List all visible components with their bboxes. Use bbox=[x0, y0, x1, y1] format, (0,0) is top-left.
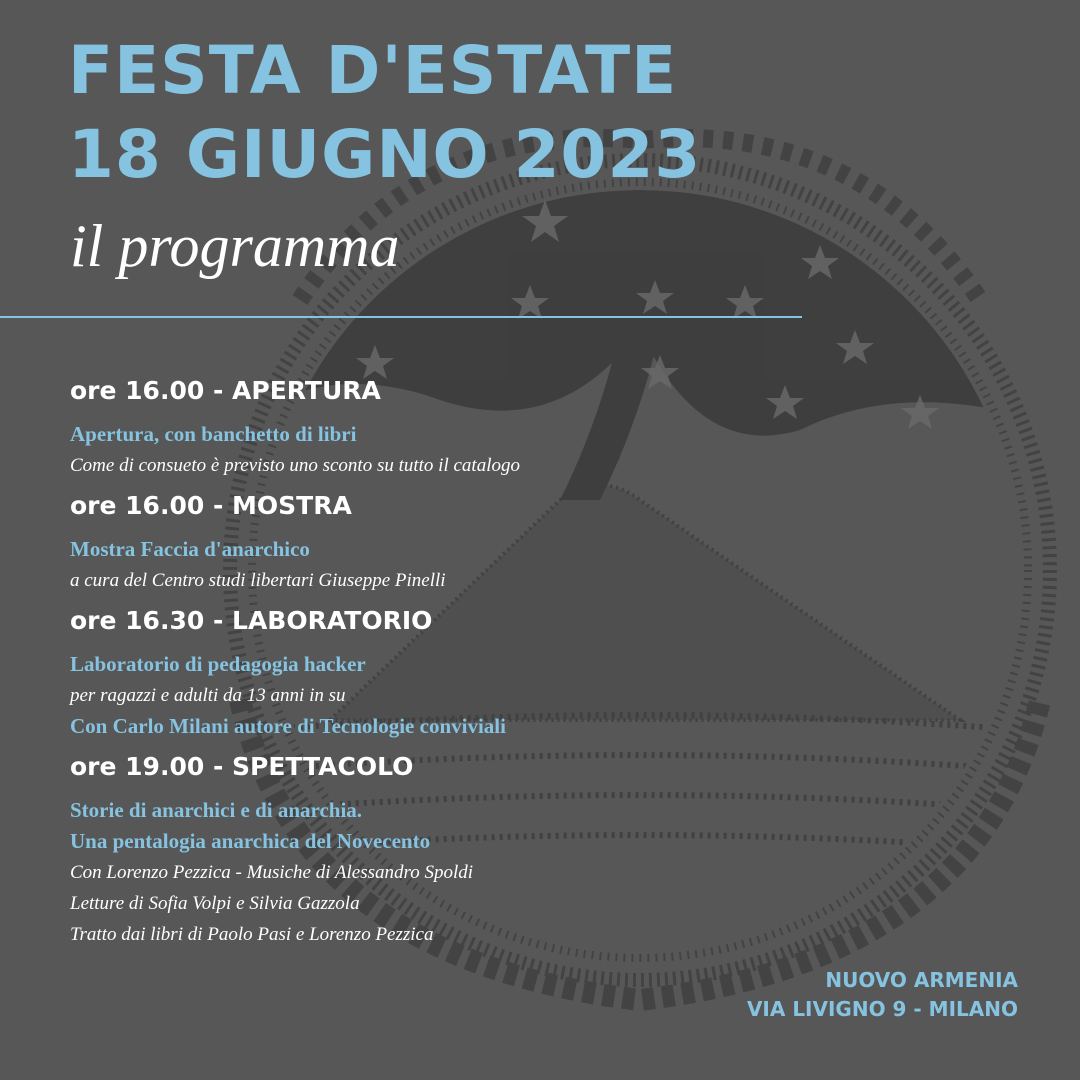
divider-line bbox=[0, 316, 802, 318]
program-section-apertura bbox=[70, 376, 770, 481]
section-heading: ore 16.00 - APERTURA bbox=[70, 376, 381, 405]
section-heading: ore 19.00 - SPETTACOLO bbox=[70, 752, 414, 781]
program-list bbox=[70, 376, 770, 960]
event-line: Con Carlo Milani autore di Tecnologie conviviali bbox=[70, 714, 506, 738]
program-section-spettacolo bbox=[70, 752, 770, 950]
event-detail: Tratto dai libri di Paolo Pasi e Lorenzo Pezzica bbox=[70, 924, 434, 945]
event-line: Una pentalogia anarchica del Novecento bbox=[70, 829, 431, 853]
event-detail: a cura del Centro studi libertari Giuseppe Pinelli bbox=[70, 570, 446, 591]
event-line: Apertura, con banchetto di libri bbox=[70, 422, 357, 446]
venue-name: NUOVO ARMENIA bbox=[825, 968, 1018, 992]
section-heading: ore 16.00 - MOSTRA bbox=[70, 491, 352, 520]
event-detail: Come di consueto è previsto uno sconto su tutto il catalogo bbox=[70, 455, 520, 476]
program-subtitle: il programma bbox=[70, 213, 400, 279]
event-date: 18 GIUGNO 2023 bbox=[68, 116, 702, 193]
event-title: FESTA D'ESTATE bbox=[68, 32, 678, 109]
event-detail: Con Lorenzo Pezzica - Musiche di Alessandro Spoldi bbox=[70, 862, 474, 883]
venue-address: VIA LIVIGNO 9 - MILANO bbox=[746, 997, 1018, 1021]
event-detail: per ragazzi e adulti da 13 anni in su bbox=[70, 685, 346, 706]
event-line: Laboratorio di pedagogia hacker bbox=[70, 652, 366, 676]
program-section-laboratorio bbox=[70, 606, 770, 742]
venue-info bbox=[747, 966, 1018, 1024]
event-line: Storie di anarchici e di anarchia. bbox=[70, 798, 363, 822]
program-section-mostra bbox=[70, 491, 770, 596]
section-heading: ore 16.30 - LABORATORIO bbox=[70, 606, 433, 635]
event-line: Mostra Faccia d'anarchico bbox=[70, 537, 310, 561]
event-detail: Letture di Sofia Volpi e Silvia Gazzola bbox=[70, 893, 360, 914]
